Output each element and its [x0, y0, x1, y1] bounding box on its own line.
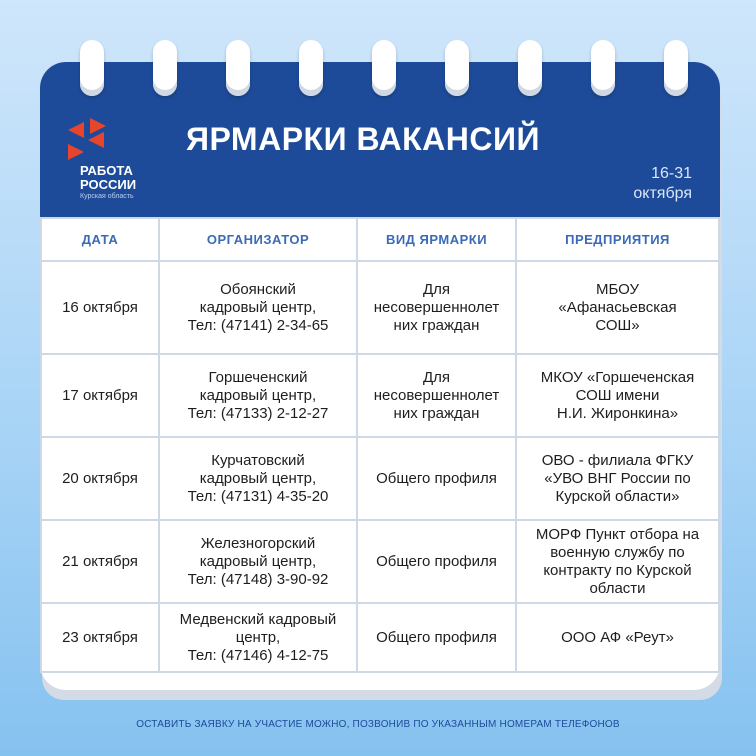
cell-line: кадровый центр, [199, 469, 317, 487]
cell-line: Курчатовский [211, 451, 305, 469]
table-cell-date [42, 355, 158, 436]
logo-text [80, 164, 136, 192]
logo-region: Курская область [80, 193, 134, 200]
cell-content [180, 611, 337, 665]
logo-triangle [88, 132, 104, 148]
table-cell-fair-type [358, 521, 515, 602]
cell-line: 23 октября [62, 628, 138, 646]
table-cell-organizer [160, 355, 356, 436]
cell-content [188, 535, 329, 589]
cell-line: Для [422, 368, 451, 386]
cell-line: кадровый центр, [199, 552, 317, 570]
table-cell-date [42, 262, 158, 353]
binder-ring [591, 40, 615, 96]
cell-line: МБОУ [595, 280, 640, 298]
cell-line: Медвенский кадровый [179, 610, 337, 628]
cell-line: Общего профиля [376, 552, 497, 570]
cell-line: 17 октября [62, 386, 138, 404]
cell-line: ОВО - филиала ФГКУ [541, 451, 694, 469]
binder-ring [518, 40, 542, 96]
table-cell-company [517, 438, 718, 519]
cell-content [561, 629, 674, 647]
cell-content [188, 369, 329, 423]
cell-content [558, 281, 676, 335]
cell-content [541, 369, 694, 423]
table-cell-company [517, 355, 718, 436]
binder-ring [445, 40, 469, 96]
cell-line: Общего профиля [376, 469, 497, 487]
table-cell-fair-type [358, 604, 515, 671]
cell-line: СОШ» [595, 316, 640, 334]
column-header-fair-type [358, 219, 515, 260]
cell-line: Общего профиля [376, 628, 497, 646]
binder-ring [664, 40, 688, 96]
cell-line: Для [422, 280, 451, 298]
cell-content [374, 369, 500, 423]
cell-line: Курской области» [555, 487, 680, 505]
column-header-date [42, 219, 158, 260]
cell-content [62, 470, 138, 488]
column-header-label: ДАТА [81, 231, 119, 247]
table-cell-date [42, 438, 158, 519]
logo-triangle [68, 144, 84, 160]
date-range-month: октября [633, 185, 692, 202]
table-cell-fair-type [358, 355, 515, 436]
vacancy-fair-table [40, 217, 720, 673]
cell-content [188, 452, 329, 506]
table-cell-organizer [160, 604, 356, 671]
cell-content [374, 281, 500, 335]
cell-content [62, 387, 138, 405]
cell-content [62, 629, 138, 647]
cell-content [376, 629, 497, 647]
cell-content [376, 553, 497, 571]
column-header-label: ПРЕДПРИЯТИЯ [565, 231, 670, 247]
cell-content [62, 553, 138, 571]
table-cell-company [517, 521, 718, 602]
table-cell-organizer [160, 438, 356, 519]
binder-ring [153, 40, 177, 96]
cell-line: МКОУ «Горшеченская [540, 368, 695, 386]
binder-ring [299, 40, 323, 96]
binder-ring [372, 40, 396, 96]
logo-triangle [68, 122, 84, 138]
cell-line: Н.И. Жиронкина» [556, 404, 679, 422]
column-header-label: ВИД ЯРМАРКИ [385, 231, 488, 247]
cell-line: них граждан [393, 404, 480, 422]
cell-line: Обоянский [220, 280, 296, 298]
cell-content [62, 299, 138, 317]
column-header-organizer [160, 219, 356, 260]
cell-content [376, 470, 497, 488]
cell-line: кадровый центр, [199, 386, 317, 404]
table-cell-fair-type [358, 262, 515, 353]
cell-line: 20 октября [62, 469, 138, 487]
cell-content [542, 452, 694, 506]
table-cell-organizer [160, 521, 356, 602]
cell-line: МОРФ Пункт отбора на [535, 525, 700, 543]
cell-line: кадровый центр, [199, 298, 317, 316]
table-cell-company [517, 604, 718, 671]
page-title: ЯРМАРКИ ВАКАНСИЙ [186, 121, 540, 157]
cell-line: 16 октября [62, 298, 138, 316]
cell-line: области [589, 579, 646, 597]
date-range-days: 16-31 [651, 165, 692, 182]
binder-ring [226, 40, 250, 96]
table-cell-fair-type [358, 438, 515, 519]
cell-line: контракту по Курской [543, 561, 692, 579]
binder-ring [80, 40, 104, 96]
logo-line-2: РОССИИ [80, 177, 137, 192]
column-header-company [517, 219, 718, 260]
logo-line-1: РАБОТА [80, 163, 133, 178]
cell-line: «Афанасьевская [558, 298, 677, 316]
column-header-label: ОРГАНИЗАТОР [206, 231, 310, 247]
cell-content [536, 526, 699, 598]
date-range [552, 164, 692, 204]
cell-line: Тел: (47131) 4-35-20 [187, 487, 329, 505]
cell-line: Тел: (47133) 2-12-27 [187, 404, 329, 422]
table-cell-company [517, 262, 718, 353]
cell-line: Тел: (47146) 4-12-75 [187, 646, 329, 664]
cell-line: них граждан [393, 316, 480, 334]
cell-content [188, 281, 329, 335]
logo-triangle [90, 118, 106, 134]
cell-line: несовершеннолет [373, 386, 500, 404]
table-cell-organizer [160, 262, 356, 353]
cell-line: Железногорский [200, 534, 316, 552]
cell-line: 21 октября [62, 552, 138, 570]
cell-line: ООО АФ «Реут» [561, 628, 674, 646]
cell-line: «УВО ВНГ России по [544, 469, 691, 487]
cell-line: центр, [235, 628, 281, 646]
cell-line: Тел: (47148) 3-90-92 [187, 570, 329, 588]
cell-line: Горшеченский [208, 368, 308, 386]
table-cell-date [42, 604, 158, 671]
footer-note: ОСТАВИТЬ ЗАЯВКУ НА УЧАСТИЕ МОЖНО, ПОЗВОНИВ ПО УКАЗАННЫМ НОМЕРАМ ТЕЛЕФОНОВ [136, 719, 620, 730]
cell-line: Тел: (47141) 2-34-65 [187, 316, 329, 334]
table-cell-date [42, 521, 158, 602]
cell-line: СОШ имени [575, 386, 660, 404]
cell-line: несовершеннолет [373, 298, 500, 316]
cell-line: военную службу по [550, 543, 685, 561]
